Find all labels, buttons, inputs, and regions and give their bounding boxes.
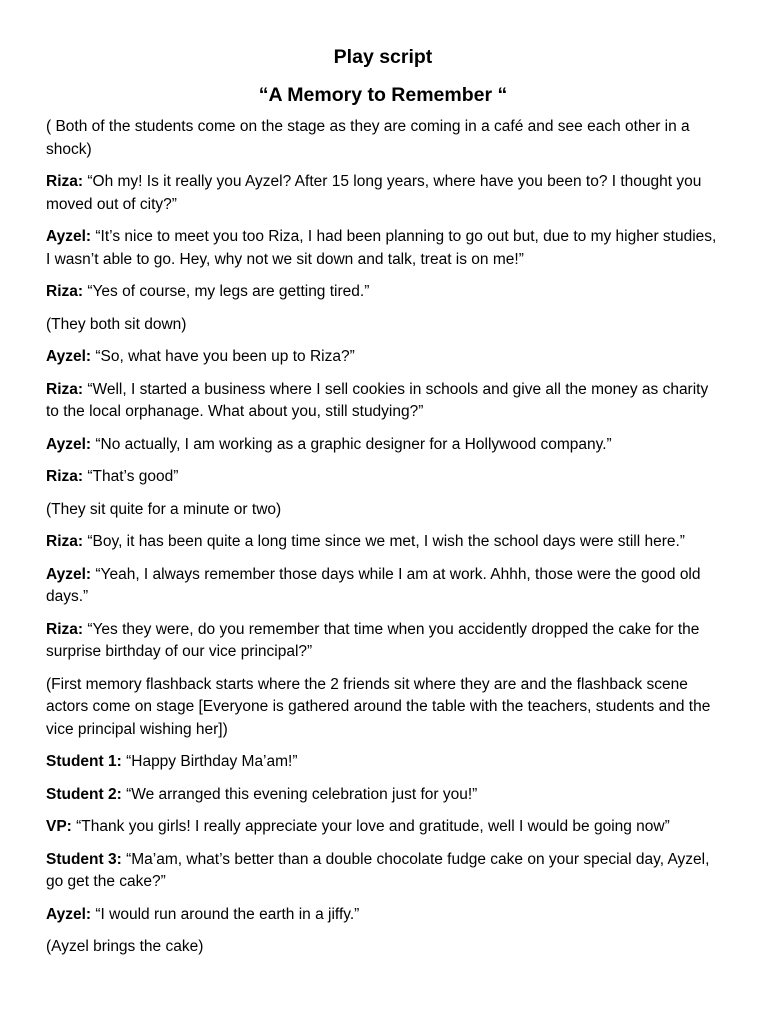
line-text: (Ayzel brings the cake): [46, 938, 204, 955]
speaker-name: Ayzel:: [46, 905, 92, 923]
stage-direction: [46, 314, 720, 337]
line-text: “Yes they were, do you remember that time when you accidently dropped the cake for the surprise birthday of our vice principal?”: [46, 620, 700, 660]
dialogue-line: [46, 466, 720, 489]
speaker-name: Ayzel:: [46, 565, 92, 583]
line-text: “Yes of course, my legs are getting tired.”: [83, 283, 370, 300]
speaker-name: VP:: [46, 818, 72, 835]
line-text: “So, what have you been up to Riza?”: [91, 348, 355, 365]
dialogue-line: [46, 751, 720, 774]
document-title: Play script: [333, 46, 433, 68]
speaker-name: Riza:: [46, 468, 84, 485]
line-text: (They sit quite for a minute or two): [46, 500, 282, 518]
dialogue-line: [46, 619, 720, 664]
speaker-name: Student 1:: [46, 753, 122, 770]
speaker-name: Ayzel:: [46, 228, 92, 245]
dialogue-line: [46, 564, 720, 609]
play-title: “A Memory to Remember “: [258, 84, 508, 106]
line-text: “It’s nice to meet you too Riza, I had been planning to go out but, due to my higher studies, I wasn’t able to go. Hey, why not we sit down and talk, treat is on me!”: [46, 228, 717, 268]
speaker-name: Ayzel:: [46, 348, 92, 365]
dialogue-line: [46, 849, 720, 894]
speaker-name: Ayzel:: [46, 435, 92, 453]
dialogue-line: [46, 816, 720, 839]
speaker-name: Student 3:: [46, 850, 122, 868]
stage-direction: [46, 499, 720, 522]
speaker-name: Riza:: [46, 380, 84, 398]
stage-direction: [46, 936, 720, 959]
dialogue-line: [46, 281, 720, 304]
stage-direction: [46, 674, 720, 742]
dialogue-line: [46, 784, 720, 807]
line-text: “Happy Birthday Ma’am!”: [121, 753, 298, 770]
line-text: “We arranged this evening celebration just for you!”: [121, 785, 478, 803]
dialogue-line: [46, 346, 720, 369]
line-text: “No actually, I am working as a graphic designer for a Hollywood company.”: [91, 435, 612, 453]
line-text: “Boy, it has been quite a long time since we met, I wish the school days were still here.”: [83, 533, 685, 550]
speaker-name: Riza:: [46, 283, 84, 300]
line-text: “Well, I started a business where I sell cookies in schools and give all the money as charity to the local orphanage. What about you, still studying?”: [46, 380, 709, 420]
line-text: (They both sit down): [46, 315, 187, 333]
line-text: “Yeah, I always remember those days while I am at work. Ahhh, those were the good old days.”: [46, 565, 701, 605]
dialogue-line: [46, 531, 720, 554]
dialogue-line: [46, 434, 720, 457]
speaker-name: Riza:: [46, 173, 84, 190]
dialogue-line: [46, 171, 720, 216]
speaker-name: Student 2:: [46, 785, 122, 803]
speaker-name: Riza:: [46, 533, 84, 550]
stage-direction: [46, 116, 720, 161]
line-text: “Thank you girls! I really appreciate your love and gratitude, well I would be going now”: [71, 818, 670, 835]
line-text: ( Both of the students come on the stage as they are coming in a café and see each other in a shock): [46, 118, 690, 158]
line-text: “Ma’am, what’s better than a double chocolate fudge cake on your special day, Ayzel, go get the cake?”: [46, 850, 710, 890]
line-text: “Oh my! Is it really you Ayzel? After 15 long years, where have you been to? I thought you moved out of city?”: [46, 173, 702, 213]
speaker-name: Riza:: [46, 620, 84, 638]
dialogue-line: [46, 379, 720, 424]
line-text: “I would run around the earth in a jiffy.”: [91, 905, 360, 923]
line-text: (First memory flashback starts where the 2 friends sit where they are and the flashback scene actors come on stage [Everyone is gathered around the table with the teachers, students and the vice principal wishing her]): [46, 675, 711, 738]
line-text: “That’s good”: [83, 468, 179, 485]
dialogue-line: [46, 904, 720, 927]
dialogue-line: [46, 226, 720, 271]
